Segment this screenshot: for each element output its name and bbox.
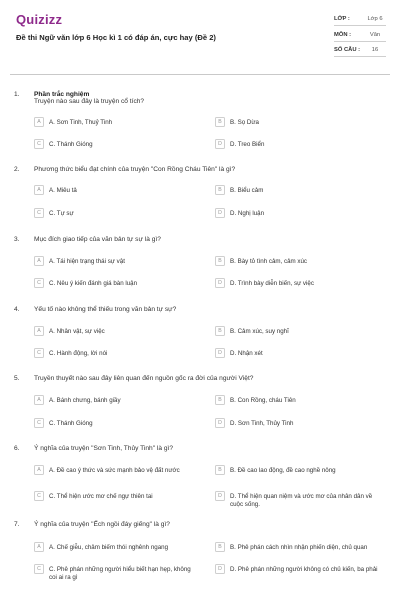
question-number: 1. bbox=[14, 91, 20, 98]
meta-class-label: LỚP : bbox=[334, 16, 350, 22]
question-number: 7. bbox=[14, 521, 20, 528]
option-letter-box: D bbox=[215, 348, 225, 358]
option-text: C. Tự sự bbox=[49, 209, 74, 217]
option-letter-box: C bbox=[34, 564, 44, 574]
question-text: Mục đích giao tiếp của văn bản tự sự là gì? bbox=[34, 236, 161, 243]
meta-question-count-label: SỐ CÂU : bbox=[334, 47, 361, 53]
option-letter-box: B bbox=[215, 256, 225, 266]
option-text: D. Sơn Tinh, Thủy Tinh bbox=[230, 419, 294, 427]
option-text: C. Hành động, lời nói bbox=[49, 349, 108, 357]
option-letter-box: C bbox=[34, 418, 44, 428]
option-letter-box: A bbox=[34, 117, 44, 127]
option-text: A. Chế giễu, châm biếm thói nghênh ngang bbox=[49, 543, 169, 551]
question-text: Truyền thuyết nào sau đây liên quan đến nguồn gốc ra đời của người Việt? bbox=[34, 375, 254, 382]
meta-class-value: Lớp 6 bbox=[367, 16, 383, 22]
option-text: B. Sọ Dừa bbox=[230, 118, 259, 126]
option-letter-box: B bbox=[215, 185, 225, 195]
option-text: C. Phê phán những người hiểu biết hạn hẹp, không coi ai ra gì bbox=[49, 565, 191, 581]
question-number: 2. bbox=[14, 166, 20, 173]
quizizz-logo: Quizizz bbox=[16, 12, 63, 27]
option-text: B. Cảm xúc, suy nghĩ bbox=[230, 327, 289, 335]
option-text: A. Đề cao ý thức và sức mạnh bảo vệ đất nước bbox=[49, 466, 180, 474]
option-text: B. Con Rồng, cháu Tiên bbox=[230, 396, 296, 404]
meta-subject-label: MÔN : bbox=[334, 32, 352, 38]
worksheet-header bbox=[0, 0, 400, 72]
meta-underline bbox=[334, 41, 386, 42]
option-text: A. Miêu tả bbox=[49, 186, 77, 194]
meta-underline bbox=[334, 25, 386, 26]
option-text: C. Thánh Gióng bbox=[49, 419, 93, 427]
option-letter-box: D bbox=[215, 278, 225, 288]
option-text: B. Biểu cảm bbox=[230, 186, 264, 194]
option-text: D. Nghị luận bbox=[230, 209, 265, 217]
question-number: 4. bbox=[14, 306, 20, 313]
question-number: 6. bbox=[14, 445, 20, 452]
option-text: A. Sơn Tinh, Thuỷ Tinh bbox=[49, 118, 113, 126]
option-letter-box: B bbox=[215, 326, 225, 336]
option-letter-box: D bbox=[215, 208, 225, 218]
option-text: B. Bày tỏ tình cảm, cảm xúc bbox=[230, 257, 308, 265]
option-letter-box: A bbox=[34, 185, 44, 195]
option-letter-box: B bbox=[215, 465, 225, 475]
option-text: A. Nhân vật, sự việc bbox=[49, 327, 105, 335]
option-letter-box: C bbox=[34, 491, 44, 501]
question-text: Phương thức biểu đạt chính của truyện "Con Rồng Cháu Tiên" là gì? bbox=[34, 166, 236, 173]
option-text: A. Bánh chưng, bánh giầy bbox=[49, 396, 121, 404]
option-letter-box: C bbox=[34, 348, 44, 358]
option-letter-box: C bbox=[34, 139, 44, 149]
option-text: D. Trình bày diễn biến, sự việc bbox=[230, 279, 314, 287]
option-text: C. Thể hiện ước mơ chế ngự thiên tai bbox=[49, 492, 153, 500]
option-letter-box: B bbox=[215, 117, 225, 127]
option-text: D. Nhận xét bbox=[230, 349, 263, 357]
option-letter-box: D bbox=[215, 564, 225, 574]
header-divider bbox=[10, 74, 390, 75]
option-text: D. Treo Biển bbox=[230, 140, 265, 148]
option-letter-box: A bbox=[34, 395, 44, 405]
meta-underline bbox=[334, 56, 386, 57]
option-text: D. Thể hiện quan niệm và ước mơ của nhân dân về cuộc sống. bbox=[230, 492, 373, 508]
option-letter-box: A bbox=[34, 256, 44, 266]
question-text: Ý nghĩa của truyện "Sơn Tinh, Thủy Tinh" là gì? bbox=[34, 445, 174, 452]
option-letter-box: B bbox=[215, 542, 225, 552]
option-text: D. Phê phán những người không có chủ kiến, ba phải bbox=[230, 565, 378, 573]
option-letter-box: C bbox=[34, 208, 44, 218]
question-number: 3. bbox=[14, 236, 20, 243]
option-letter-box: D bbox=[215, 139, 225, 149]
section-title: Phần trắc nghiệm bbox=[34, 91, 90, 98]
meta-subject-value: Văn bbox=[369, 32, 381, 38]
option-text: C. Nêu ý kiến đánh giá bàn luận bbox=[49, 279, 138, 287]
option-letter-box: D bbox=[215, 491, 225, 501]
worksheet-title: Đề thi Ngữ văn lớp 6 Học kì 1 có đáp án, cực hay (Đề 2) bbox=[16, 33, 216, 42]
question-text: Yếu tố nào không thể thiếu trong văn bản tự sự? bbox=[34, 306, 177, 313]
meta-question-count-value: 16 bbox=[371, 47, 379, 53]
question-text: Ý nghĩa của truyện "Ếch ngồi đáy giếng" là gì? bbox=[34, 521, 170, 528]
question-number: 5. bbox=[14, 375, 20, 382]
option-letter-box: D bbox=[215, 418, 225, 428]
option-text: B. Đề cao lao động, đề cao nghề nông bbox=[230, 466, 336, 474]
option-text: A. Tái hiện trạng thái sự vật bbox=[49, 257, 125, 265]
question-text: Truyện nào sau đây là truyện cổ tích? bbox=[34, 98, 145, 105]
option-text: B. Phê phán cách nhìn nhận phiến diện, chủ quan bbox=[230, 543, 368, 551]
option-letter-box: A bbox=[34, 465, 44, 475]
option-letter-box: A bbox=[34, 326, 44, 336]
option-letter-box: C bbox=[34, 278, 44, 288]
option-letter-box: B bbox=[215, 395, 225, 405]
option-text: C. Thánh Gióng bbox=[49, 140, 93, 148]
option-letter-box: A bbox=[34, 542, 44, 552]
